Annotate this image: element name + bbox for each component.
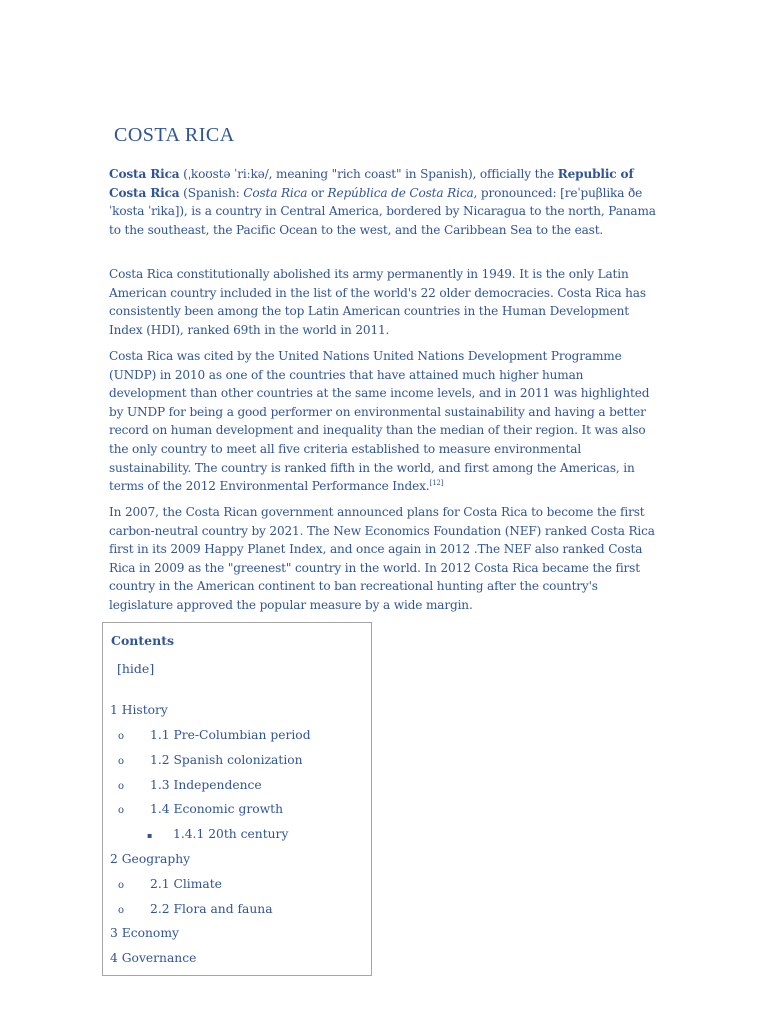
- hollow-bullet-icon: o: [118, 781, 125, 792]
- toc-item-label: 1.4 Economic growth: [150, 802, 283, 816]
- toc-item-climate[interactable]: [118, 877, 222, 891]
- italic-term: República de Costa Rica: [327, 185, 474, 200]
- italic-term: Costa Rica: [243, 185, 308, 200]
- hollow-bullet-icon: o: [118, 805, 125, 816]
- text-run: or: [307, 185, 328, 200]
- text-run: /, meaning "rich coast" in Spanish), officially the: [264, 167, 558, 181]
- toc-item-history[interactable]: [110, 703, 168, 717]
- toc-item-label: 1.1 Pre-Columbian period: [150, 728, 311, 742]
- bold-term-costa-rica: Costa Rica: [109, 167, 180, 181]
- toc-item-flora-fauna[interactable]: [118, 902, 273, 916]
- text-run: , pronounced: [reˈpuβlika ðe ˈkosta ˈrika]), is a country in Central America, bordered by Nicaragua to the north, Panama to the southeast, the Pacific Ocean to the west, and the Caribbean Sea to the east.: [109, 185, 656, 237]
- toc-item-label: 1.4.1 20th century: [173, 827, 289, 841]
- hollow-bullet-icon: o: [118, 905, 125, 916]
- undp-paragraph: [109, 347, 657, 496]
- toc-item-pre-columbian[interactable]: [118, 728, 311, 742]
- text-run: (Spanish:: [179, 185, 244, 200]
- toc-item-label: 2.1 Climate: [150, 877, 222, 891]
- toc-item-label: 4 Governance: [110, 951, 197, 965]
- toc-item-label: 3 Economy: [110, 926, 179, 940]
- toc-item-label: 1.3 Independence: [150, 778, 262, 792]
- army-paragraph: Costa Rica constitutionally abolished its army permanently in 1949. It is the only Latin American country included in the list of the world's 22 older democracies. Costa Rica has consistently been among the top Latin American countries in the Human Development Index (HDI), ranked 69th in the world in 2011.: [109, 267, 646, 337]
- intro-paragraph: [109, 165, 657, 239]
- toc-title: Contents: [111, 633, 175, 648]
- toc-item-label: 2 Geography: [110, 852, 191, 866]
- reference-link[interactable]: [12]: [429, 479, 444, 488]
- table-of-contents: [102, 622, 372, 976]
- page-title: COSTA RICA: [114, 124, 235, 146]
- toc-item-economic-growth[interactable]: [118, 802, 283, 816]
- toc-item-geography[interactable]: [110, 852, 190, 866]
- toc-item-spanish-colonization[interactable]: [118, 753, 303, 767]
- text-run: (: [179, 167, 188, 181]
- toc-list: [103, 623, 371, 975]
- toc-item-label: 1.2 Spanish colonization: [150, 753, 303, 767]
- bold-term-republic: Republic of Costa Rica: [109, 167, 634, 200]
- hollow-bullet-icon: o: [118, 756, 125, 767]
- toc-item-governance[interactable]: [110, 951, 196, 965]
- square-bullet-icon: ▪: [147, 831, 153, 840]
- toc-item-economy[interactable]: [110, 926, 179, 940]
- toc-item-20th-century[interactable]: [147, 827, 288, 841]
- toc-item-label: 1 History: [110, 703, 168, 717]
- toc-hide-link[interactable]: [hide]: [117, 661, 155, 676]
- toc-item-label: 2.2 Flora and fauna: [150, 902, 273, 916]
- ipa-link[interactable]: ˌkoʊstə ˈriːkə: [187, 167, 265, 181]
- toc-item-independence[interactable]: [118, 778, 262, 792]
- text-run: Costa Rica was cited by the United Nations United Nations Development Programme (UNDP) in 2010 as one of the countries that have attained much higher human development than other countries at the same income levels, and in 2011 was highlighted by UNDP for being a good performer on environmental sustainability and having a better record on human development and inequality than the median of their region. It was also the only country to meet all five criteria established to measure environmental sustainability. The country is ranked fifth in the world, and first among the Americas, in terms of the 2012 Environmental Performance Index.: [109, 349, 650, 494]
- hollow-bullet-icon: o: [118, 880, 125, 891]
- carbon-neutral-paragraph: In 2007, the Costa Rican government announced plans for Costa Rica to become the first carbon-neutral country by 2021. The New Economics Foundation (NEF) ranked Costa Rica first in its 2009 Happy Planet Index, and once again in 2012 .The NEF also ranked Costa Rica in 2009 as the "greenest" country in the world. In 2012 Costa Rica became the first country in the American continent to ban recreational hunting after the country's legislature approved the popular measure by a wide margin.: [109, 505, 655, 612]
- hollow-bullet-icon: o: [118, 731, 125, 742]
